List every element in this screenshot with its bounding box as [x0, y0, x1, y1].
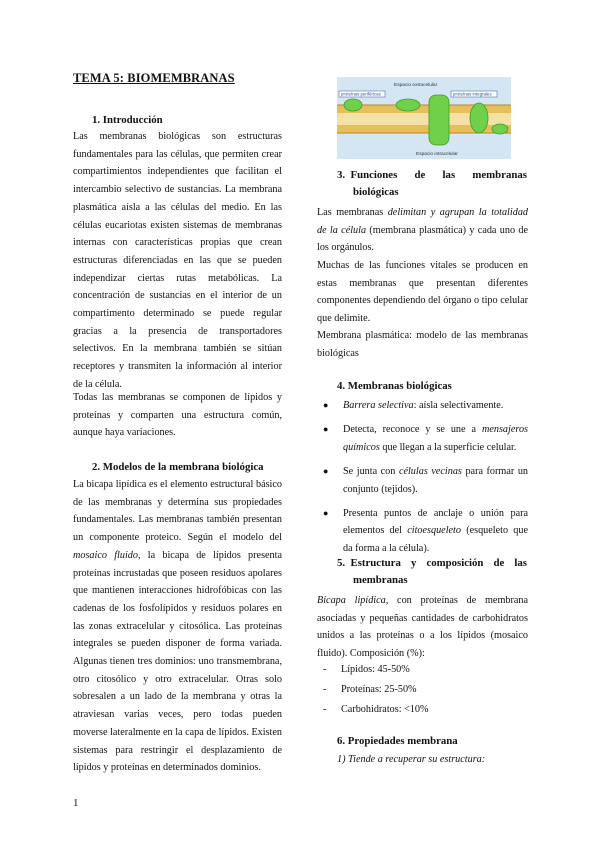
b1-rest: : aísla selectivamente.	[413, 400, 504, 411]
bullet-icon: ●	[323, 466, 329, 477]
section-3-heading	[337, 167, 527, 201]
section-5-paragraph	[317, 592, 528, 663]
dash-marker: -	[323, 704, 327, 715]
section-6-heading: 6. Propiedades membrana	[337, 735, 458, 747]
integral-protein-2	[470, 103, 488, 133]
section-4-heading: 4. Membranas biológicas	[337, 380, 452, 392]
b2-italic: mensajeros químicos	[343, 424, 528, 453]
integral-protein-1	[429, 95, 449, 145]
composition-proteins: Proteínas: 25-50%	[341, 684, 417, 695]
section-1-paragraph-2: Todas las membranas se componen de lípidos y proteínas y comparten una estructura común, aunque haya variaciones.	[73, 392, 282, 439]
dash-marker: -	[323, 664, 327, 675]
section-1-heading: 1. Introducción	[92, 114, 163, 126]
peripheral-protein-1	[344, 99, 362, 111]
s3-p1-italic: delimitan y agrupan la totalidad de la célula	[317, 207, 529, 236]
section-5-heading	[337, 555, 527, 589]
dash-marker: -	[323, 684, 327, 695]
section-6-item-1: 1) Tiende a recuperar su estructura:	[337, 754, 486, 765]
composition-carbs: Carbohidratos: <10%	[341, 704, 429, 715]
label-intracellular: Espacio intracelular	[416, 152, 458, 157]
section-2-paragraph	[73, 476, 282, 777]
section-5-heading-line-2: membranas	[353, 574, 408, 586]
peripheral-protein-3	[492, 124, 508, 134]
list-item	[317, 397, 528, 414]
b4-italic: citoesqueleto	[407, 525, 461, 537]
list-item	[317, 660, 528, 680]
b2-a: Detecta, reconoce y se une a	[343, 424, 482, 436]
section-5-heading-line-1: 5. Estructura y composición de las	[337, 557, 527, 569]
membrane-diagram	[337, 77, 511, 159]
section-3-paragraph-1	[317, 204, 528, 257]
b3-b: para formar un conjunto (tejidos).	[343, 466, 529, 495]
section-3-heading-line-2: biológicas	[353, 186, 399, 198]
s5-rest: , con proteínas de membrana asociadas y pequeñas cantidades de carbohidratos unidos a las proteínas o a los lípidos (mosaico fluido). Composición (%):	[317, 595, 528, 660]
list-item	[317, 421, 528, 456]
list-item	[317, 505, 528, 557]
list-item	[317, 700, 528, 720]
b4-a: Presenta puntos de anclaje o unión para elementos del	[343, 508, 528, 537]
s3-p1-b: (membrana plasmática) y cada uno de los orgánulos.	[317, 224, 528, 254]
s2-text-b: , la bicapa de lípidos presenta proteínas incrustadas que poseen residuos apolares que mantienen interacciones hidrofóbicas con las cadenas de los fosfolípidos y residuos polares en las zonas extracelular y citosólica. Las proteínas integrales se pueden disponer de forma variada. Algunas tienen tres dominios: uno transmembrana, otro citosólico y otro extracelular. Otras solo sobresalen a un lado de la membrana y otras la atraviesan varias veces, pero todas pueden moverse lateralmente en la capa de lípidos. Existen sistemas para restringir el desplazamiento de lípidos y proteínas en determinados dominios.	[73, 549, 282, 774]
label-integral: proteínas integrales	[453, 91, 492, 97]
s2-text-a: La bicapa lipídica es el elemento estructural básico de las membranas y determina sus propiedades fundamentales. Las membranas también presentan un componente proteico. Según el modelo del	[73, 479, 282, 544]
s3-p1-a: Las membranas	[317, 207, 388, 218]
bullet-icon: ●	[323, 508, 329, 519]
s2-text-italic: mosaico fluido	[73, 549, 138, 561]
b4-b: (esqueleto que da forma a la célula).	[343, 525, 529, 554]
bullet-icon: ●	[323, 424, 329, 435]
label-peripheral: proteínas periféricas	[341, 91, 381, 97]
page-number: 1	[73, 797, 79, 809]
b3-italic: células vecinas	[398, 466, 462, 478]
document-title: TEMA 5: BIOMEMBRANAS	[73, 71, 235, 85]
section-5-list	[317, 660, 528, 720]
membrane-diagram-svg	[337, 77, 511, 159]
list-item	[317, 680, 528, 700]
section-3-paragraph-2: Muchas de las funciones vitales se producen en estas membranas que presentan diferentes componentes dependiendo del órgano o tipo celular que delimite.	[317, 260, 528, 325]
b2-b: que llegan a la superficie celular.	[379, 441, 517, 453]
b1-italic: Barrera selectiva	[343, 400, 414, 411]
list-item	[317, 463, 528, 498]
label-extracellular: Espacio extracelular	[394, 83, 438, 88]
bullet-icon: ●	[323, 400, 329, 410]
section-4-list	[317, 397, 528, 564]
section-3-heading-line-1: 3. Funciones de las membranas	[337, 169, 527, 181]
s5-italic: Bicapa lipídica	[317, 595, 386, 606]
composition-lipids: Lípidos: 45-50%	[341, 664, 410, 675]
section-2-heading: 2. Modelos de la membrana biológica	[92, 461, 264, 473]
peripheral-protein-2	[396, 99, 420, 111]
section-3-paragraph-3: Membrana plasmática: modelo de las membranas biológicas	[317, 330, 528, 359]
b3-a: Se junta con	[343, 466, 399, 478]
section-1-paragraph-1: Las membranas biológicas son estructuras fundamentales para las células, que permiten crear compartimientos independientes que facilitan el intercambio selectivo de sustancias. La membrana plasmática aísla a las células del medio. En las células eucariotas existen sistemas de membranas internas con características propias que crean estructuras diferenciadas en las que se pueden independizar ciertas rutas metabólicas. La concentración de sustancias en el interior de un compartimento determinado se puede regular gracias a la presencia de transportadores selectivos. En la membrana también se sitúan receptores y transmiten la información al interior de la célula.	[73, 131, 282, 390]
